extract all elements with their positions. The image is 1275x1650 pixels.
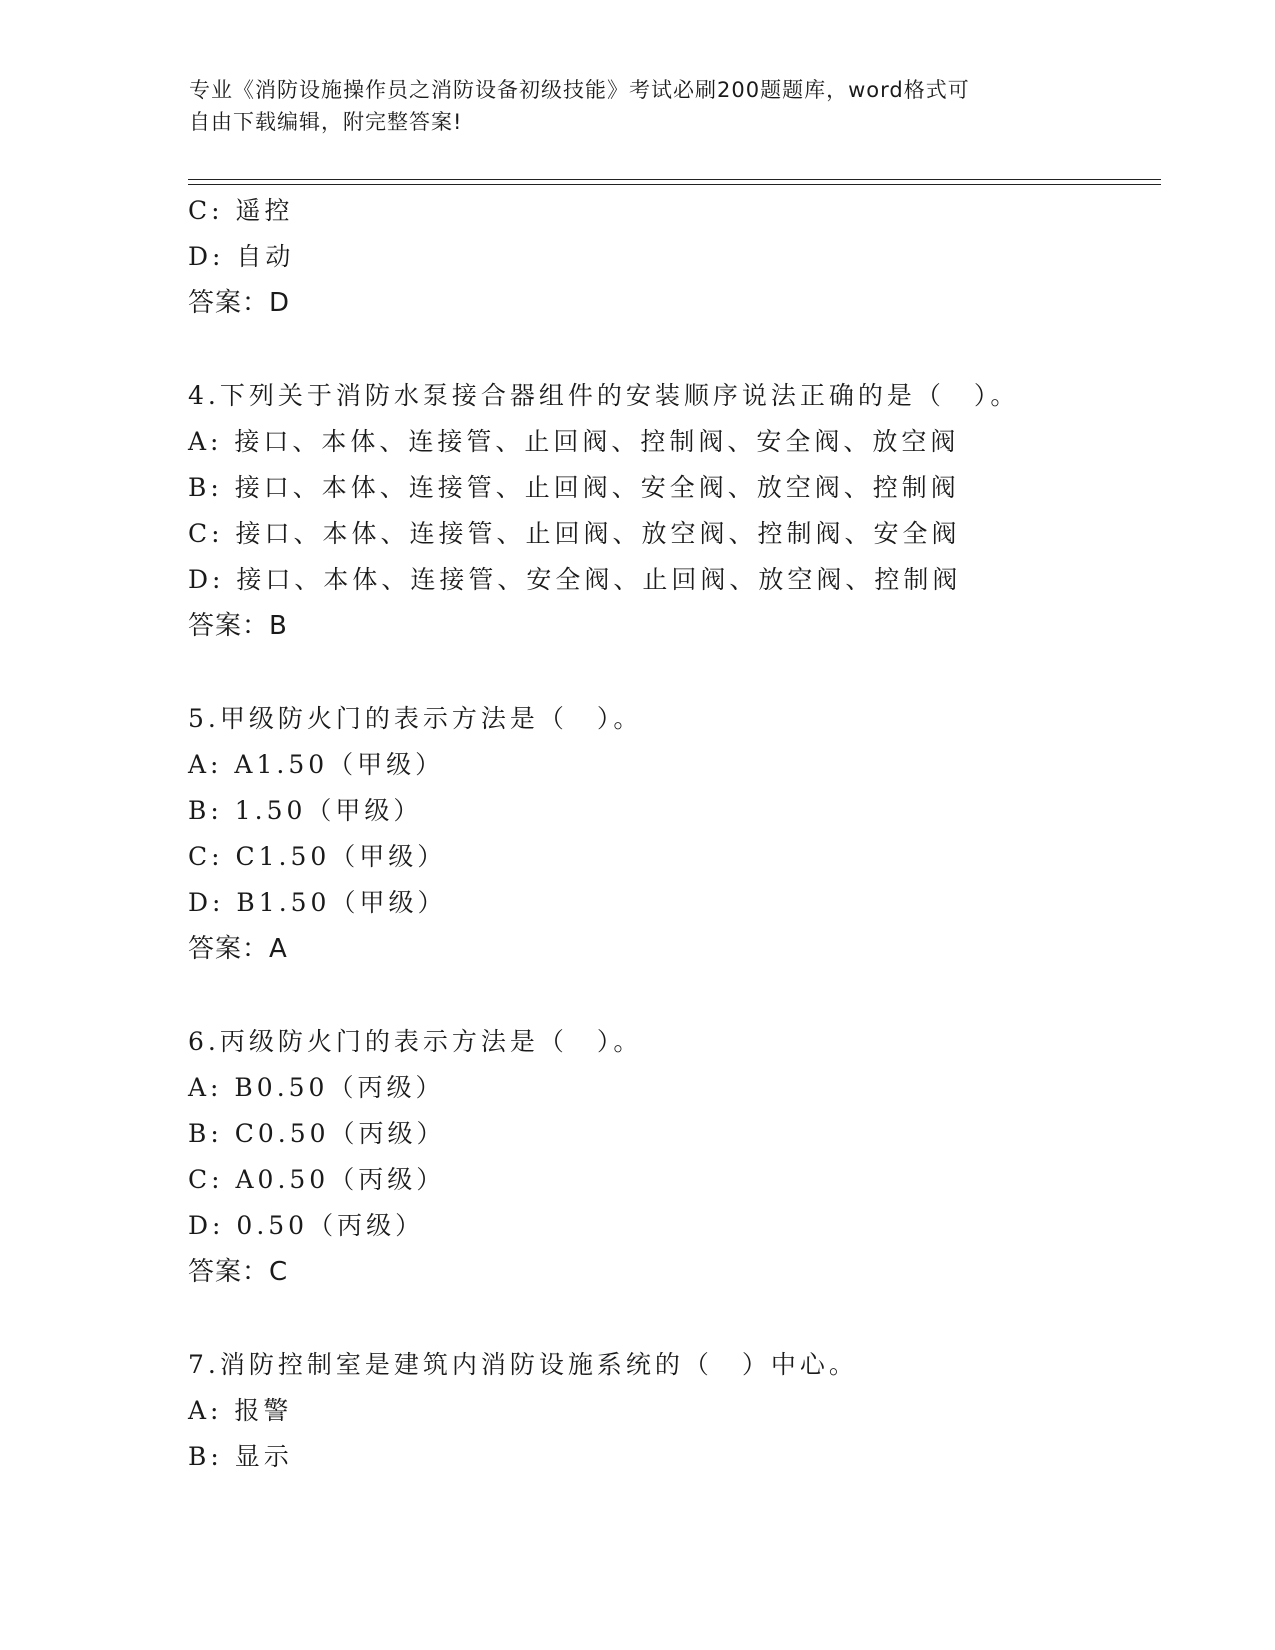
answer-line: 答案：A (188, 934, 288, 964)
spacer (188, 326, 1168, 373)
option-b: B: 显示 (188, 1442, 293, 1471)
option-a: A: B0.50（丙级） (188, 1073, 445, 1102)
option-c: C: C1.50（甲级） (188, 842, 447, 871)
question-stem: 7.消防控制室是建筑内消防设施系统的（ ）中心。 (188, 1350, 858, 1379)
question-stem: 4.下列关于消防水泵接合器组件的安装顺序说法正确的是（ ）。 (188, 381, 1020, 410)
spacer (188, 972, 1168, 1019)
header-line-2: 自由下载编辑，附完整答案! (189, 110, 463, 134)
question-stem: 6.丙级防火门的表示方法是（ ）。 (188, 1027, 643, 1056)
question-item (188, 1019, 1168, 1295)
answer-line: 答案：B (188, 611, 288, 641)
option-a: A: 接口、本体、连接管、止回阀、控制阀、安全阀、放空阀 (188, 427, 960, 456)
document-header (189, 74, 1089, 138)
option-c: C: 遥控 (188, 196, 294, 225)
question-stem: 5.甲级防火门的表示方法是（ ）。 (188, 704, 643, 733)
option-d: D: 0.50（丙级） (188, 1211, 425, 1240)
header-divider-bottom (188, 184, 1161, 185)
option-d: D: 接口、本体、连接管、安全阀、止回阀、放空阀、控制阀 (188, 565, 962, 594)
option-c: C: 接口、本体、连接管、止回阀、放空阀、控制阀、安全阀 (188, 519, 961, 548)
header-divider-top (188, 179, 1161, 180)
question-fragment (188, 188, 1168, 326)
option-a: A: 报警 (188, 1396, 293, 1425)
question-list (188, 188, 1168, 1480)
option-b: B: C0.50（丙级） (188, 1119, 446, 1148)
answer-line: 答案：C (188, 1257, 289, 1287)
header-line-1: 专业《消防设施操作员之消防设备初级技能》考试必刷200题题库，word格式可 (189, 78, 970, 102)
spacer (188, 649, 1168, 696)
option-a: A: A1.50（甲级） (188, 750, 445, 779)
spacer (188, 1295, 1168, 1342)
option-d: D: B1.50（甲级） (188, 888, 447, 917)
question-item (188, 373, 1168, 649)
option-b: B: 接口、本体、连接管、止回阀、安全阀、放空阀、控制阀 (188, 473, 960, 502)
option-c: C: A0.50（丙级） (188, 1165, 446, 1194)
option-d: D: 自动 (188, 242, 295, 271)
question-item (188, 696, 1168, 972)
answer-line: 答案：D (188, 288, 291, 318)
question-item (188, 1342, 1168, 1480)
option-b: B: 1.50（甲级） (188, 796, 423, 825)
